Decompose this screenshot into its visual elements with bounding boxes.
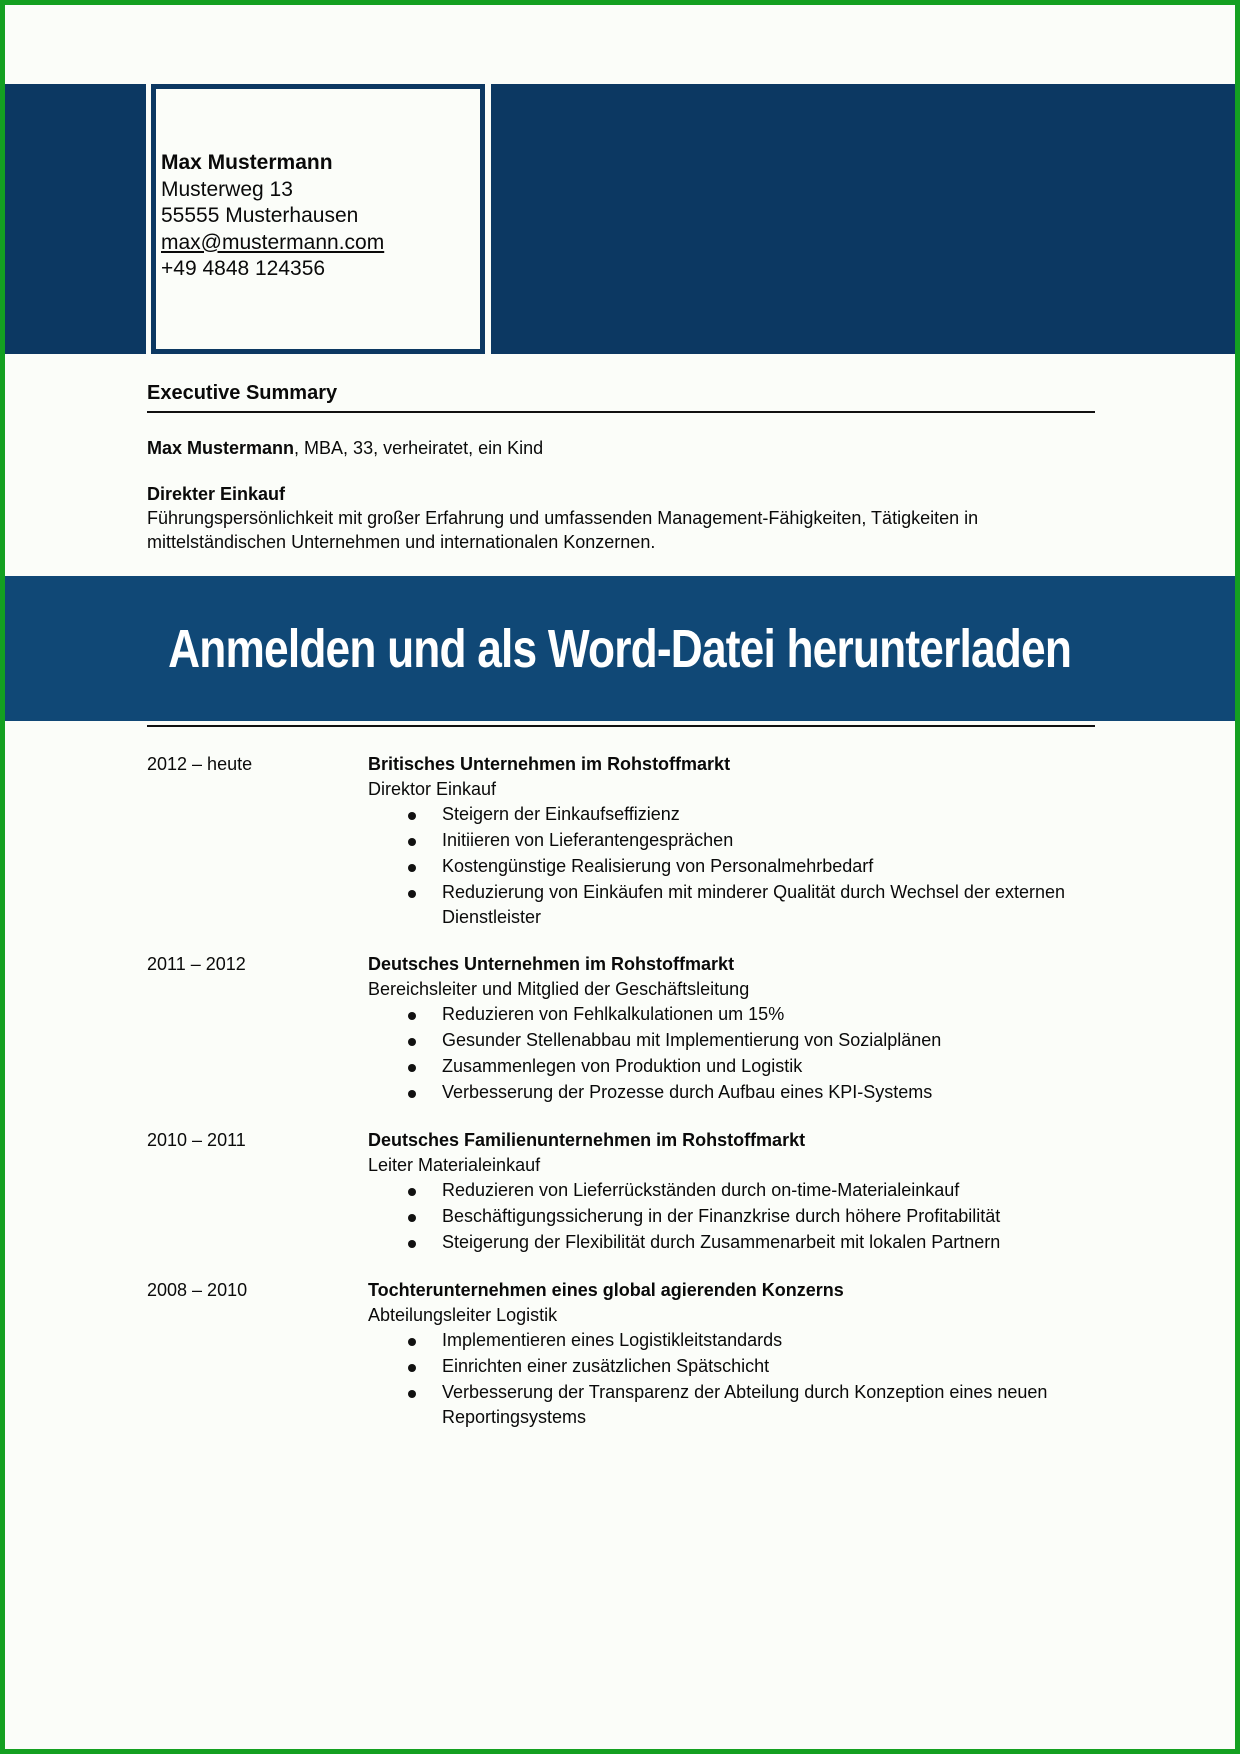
- download-banner[interactable]: [5, 576, 1235, 721]
- experience-period: 2011 – 2012: [147, 954, 246, 974]
- experience-role: Bereichsleiter und Mitglied der Geschäftsleitung: [368, 979, 750, 999]
- experience-bullets: [368, 1178, 1097, 1255]
- bullet-dot-icon: [408, 1390, 416, 1398]
- experience-role: Leiter Materialeinkauf: [368, 1155, 541, 1175]
- list-item-text: Verbesserung der Transparenz der Abteilung durch Konzeption eines neuen Reportingsystems: [442, 1382, 1048, 1427]
- list-item-text: Beschäftigungssicherung in der Finanzkrise durch höhere Profitabilität: [442, 1206, 1001, 1226]
- list-item: [368, 880, 1097, 930]
- experience-role: Direktor Einkauf: [368, 779, 497, 799]
- bullet-dot-icon: [408, 838, 416, 846]
- list-item: [368, 828, 1097, 853]
- list-item: [368, 1328, 1097, 1353]
- experience-details: [368, 1278, 1097, 1431]
- list-item-text: Steigerung der Flexibilität durch Zusammenarbeit mit lokalen Partnern: [442, 1232, 1001, 1252]
- experience-company: Tochterunternehmen eines global agierenden Konzerns: [368, 1280, 844, 1300]
- list-item: [368, 1178, 1097, 1203]
- header-band-right: [491, 84, 1235, 354]
- bullet-dot-icon: [408, 1012, 416, 1020]
- list-item: [368, 1080, 1097, 1105]
- experience-bullets: [368, 802, 1097, 930]
- contact-city: 55555 Musterhausen: [161, 204, 359, 227]
- bullet-dot-icon: [408, 1090, 416, 1098]
- contact-box: [151, 84, 485, 354]
- bullet-dot-icon: [408, 1364, 416, 1372]
- summary-area-title: Direkter Einkauf: [147, 484, 286, 504]
- bullet-dot-icon: [408, 1188, 416, 1196]
- experience-company: Britisches Unternehmen im Rohstoffmarkt: [368, 754, 731, 774]
- list-item-text: Reduzieren von Fehlkalkulationen um 15%: [442, 1004, 785, 1024]
- experience-bullets: [368, 1328, 1097, 1430]
- contact-name: Max Mustermann: [161, 151, 333, 174]
- summary-intro-details: , MBA, 33, verheiratet, ein Kind: [294, 438, 544, 458]
- list-item: [368, 854, 1097, 879]
- list-item: [368, 1028, 1097, 1053]
- list-item: [368, 802, 1097, 827]
- bullet-dot-icon: [408, 1214, 416, 1222]
- summary-intro-name: Max Mustermann: [147, 438, 295, 458]
- experience-company: Deutsches Familienunternehmen im Rohstoffmarkt: [368, 1130, 806, 1150]
- experience-details: [368, 752, 1097, 931]
- experience-period: 2008 – 2010: [147, 1280, 248, 1300]
- list-item-text: Reduzieren von Lieferrückständen durch on-time-Materialeinkauf: [442, 1180, 960, 1200]
- executive-summary: [147, 436, 1097, 554]
- list-item-text: Kostengünstige Realisierung von Personalmehrbedarf: [442, 856, 874, 876]
- list-item-text: Zusammenlegen von Produktion und Logistik: [442, 1056, 803, 1076]
- experience-details: [368, 1128, 1097, 1256]
- list-item: [368, 1380, 1097, 1430]
- list-item: [368, 1054, 1097, 1079]
- contact-street: Musterweg 13: [161, 177, 293, 201]
- list-item-text: Steigern der Einkaufseffizienz: [442, 804, 680, 824]
- experience-bullets: [368, 1002, 1097, 1105]
- experience-role: Abteilungsleiter Logistik: [368, 1305, 558, 1325]
- bullet-dot-icon: [408, 1240, 416, 1248]
- list-item-text: Einrichten einer zusätzlichen Spätschicht: [442, 1356, 770, 1376]
- experience-details: [368, 952, 1097, 1106]
- bullet-dot-icon: [408, 1064, 416, 1072]
- bullet-dot-icon: [408, 890, 416, 898]
- list-item-text: Gesunder Stellenabbau mit Implementierung von Sozialplänen: [442, 1030, 942, 1050]
- bullet-dot-icon: [408, 1338, 416, 1346]
- list-item: [368, 1230, 1097, 1255]
- summary-intro: [147, 436, 1097, 460]
- summary-description: Führungspersönlichkeit mit großer Erfahrung und umfassenden Management-Fähigkeiten, Tätigkeiten in mittelständischen Unternehmen und internationalen Konzernen.: [147, 508, 979, 552]
- contact-email-link[interactable]: max@mustermann.com: [161, 230, 385, 254]
- experience-period: 2012 – heute: [147, 754, 253, 774]
- contact-phone: +49 4848 124356: [161, 257, 326, 280]
- download-banner-text: Anmelden und als Word-Datei herunterladen: [168, 618, 1072, 679]
- list-item: [368, 1354, 1097, 1379]
- bullet-dot-icon: [408, 812, 416, 820]
- bullet-dot-icon: [408, 1038, 416, 1046]
- experience-company: Deutsches Unternehmen im Rohstoffmarkt: [368, 954, 735, 974]
- list-item-text: Reduzierung von Einkäufen mit minderer Qualität durch Wechsel der externen Dienstleister: [442, 882, 1065, 927]
- executive-summary-heading: Executive Summary: [147, 382, 1095, 413]
- header-band-left: [5, 84, 146, 354]
- experience-period: 2010 – 2011: [147, 1130, 246, 1150]
- list-item: [368, 1002, 1097, 1027]
- list-item: [368, 1204, 1097, 1229]
- experience-divider: [147, 725, 1095, 727]
- list-item-text: Implementieren eines Logistikleitstandards: [442, 1330, 783, 1350]
- list-item-text: Initiieren von Lieferantengesprächen: [442, 830, 734, 850]
- list-item-text: Verbesserung der Prozesse durch Aufbau eines KPI-Systems: [442, 1082, 933, 1102]
- bullet-dot-icon: [408, 864, 416, 872]
